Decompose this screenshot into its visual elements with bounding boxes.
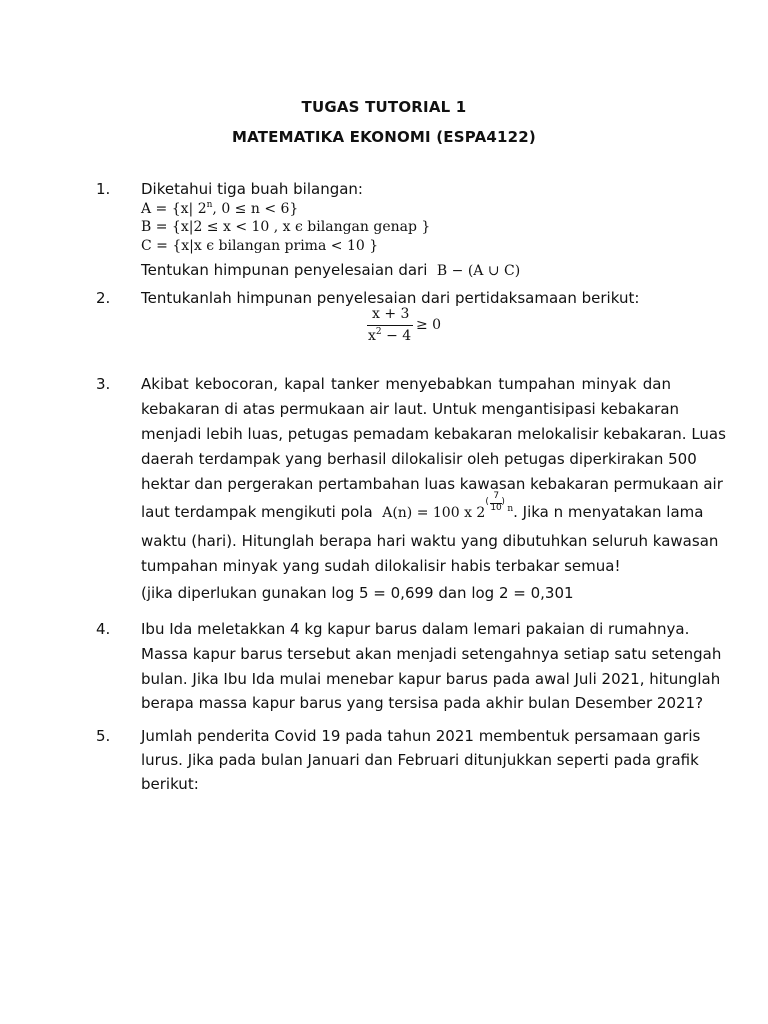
question-5-number: 5.: [96, 727, 111, 745]
question-4-line: bulan. Jika Ibu Ida mulai menebar kapur barus pada awal Juli 2021, hitunglah: [141, 670, 721, 688]
question-5-line: berikut:: [141, 775, 199, 793]
question-3-number: 3.: [96, 375, 111, 393]
question-1-set-c: C = {x|x ϵ bilangan prima < 10 }: [141, 238, 379, 254]
question-1-number: 1.: [96, 180, 111, 198]
fraction-bar: [367, 325, 413, 326]
question-4-line: Ibu Ida meletakkan 4 kg kapur barus dalam lemari pakaian di rumahnya.: [141, 620, 690, 638]
question-4-number: 4.: [96, 620, 111, 638]
question-1-set-b: B = {x|2 ≤ x < 10 , x ϵ bilangan genap }: [141, 219, 431, 235]
question-2-text: Tentukanlah himpunan penyelesaian dari pertidaksamaan berikut:: [141, 289, 640, 307]
question-5-line: Jumlah penderita Covid 19 pada tahun 2021 membentuk persamaan garis: [141, 727, 701, 745]
question-3-formula-line: laut terdampak mengikuti pola A(n) = 100 x 2 ( 7 10 ) $^n$. Jika n menyatakan lama: [141, 491, 704, 521]
question-3-line: Akibat kebocoran, kapal tanker menyebabkan tumpahan minyak dan: [141, 375, 671, 393]
document-title: TUGAS TUTORIAL 1: [301, 98, 467, 116]
question-3-line: menjadi lebih luas, petugas pemadam kebakaran melokalisir kebakaran. Luas: [141, 425, 726, 443]
question-3-line: tumpahan minyak yang sudah dilokalisir habis terbakar semua!: [141, 557, 621, 575]
document-subtitle: MATEMATIKA EKONOMI (ESPA4122): [231, 128, 536, 146]
question-2-number: 2.: [96, 289, 111, 307]
question-1-intro: Diketahui tiga buah bilangan:: [141, 180, 363, 198]
inequality-denominator: $x^2 - 4$: [368, 327, 412, 344]
question-1-task: Tentukan himpunan penyelesaian dari B − (A ∪ C): [141, 261, 521, 279]
growth-formula: A(n) = 100 x 2: [382, 505, 486, 521]
question-3-line: waktu (hari). Hitunglah berapa hari waktu yang dibutuhkan seluruh kawasan: [141, 532, 719, 550]
formula-fraction: ( 7 10 ): [485, 491, 505, 513]
question-4-line: berapa massa kapur barus yang tersisa pada akhir bulan Desember 2021?: [141, 694, 704, 712]
question-3-line: daerah terdampak yang berhasil dilokalisir oleh petugas diperkirakan 500: [141, 450, 697, 468]
inequality-numerator: x + 3: [372, 306, 410, 322]
question-1-set-a: A = {x| 2$^n$, 0 ≤ n < 6}: [141, 200, 299, 217]
question-3-line: hektar dan pergerakan pertambahan luas kawasan kebakaran permukaan air: [141, 475, 723, 493]
question-4-line: Massa kapur barus tersebut akan menjadi setengahnya setiap satu setengah: [141, 645, 722, 663]
question-3-line: kebakaran di atas permukaan air laut. Untuk mengantisipasi kebakaran: [141, 400, 680, 418]
inequality-relation: ≥ 0: [416, 317, 442, 333]
question-5-line: lurus. Jika pada bulan Januari dan Februari ditunjukkan seperti pada grafik: [141, 751, 699, 769]
question-3-hint: (jika diperlukan gunakan log 5 = 0,699 dan log 2 = 0,301: [141, 584, 574, 602]
